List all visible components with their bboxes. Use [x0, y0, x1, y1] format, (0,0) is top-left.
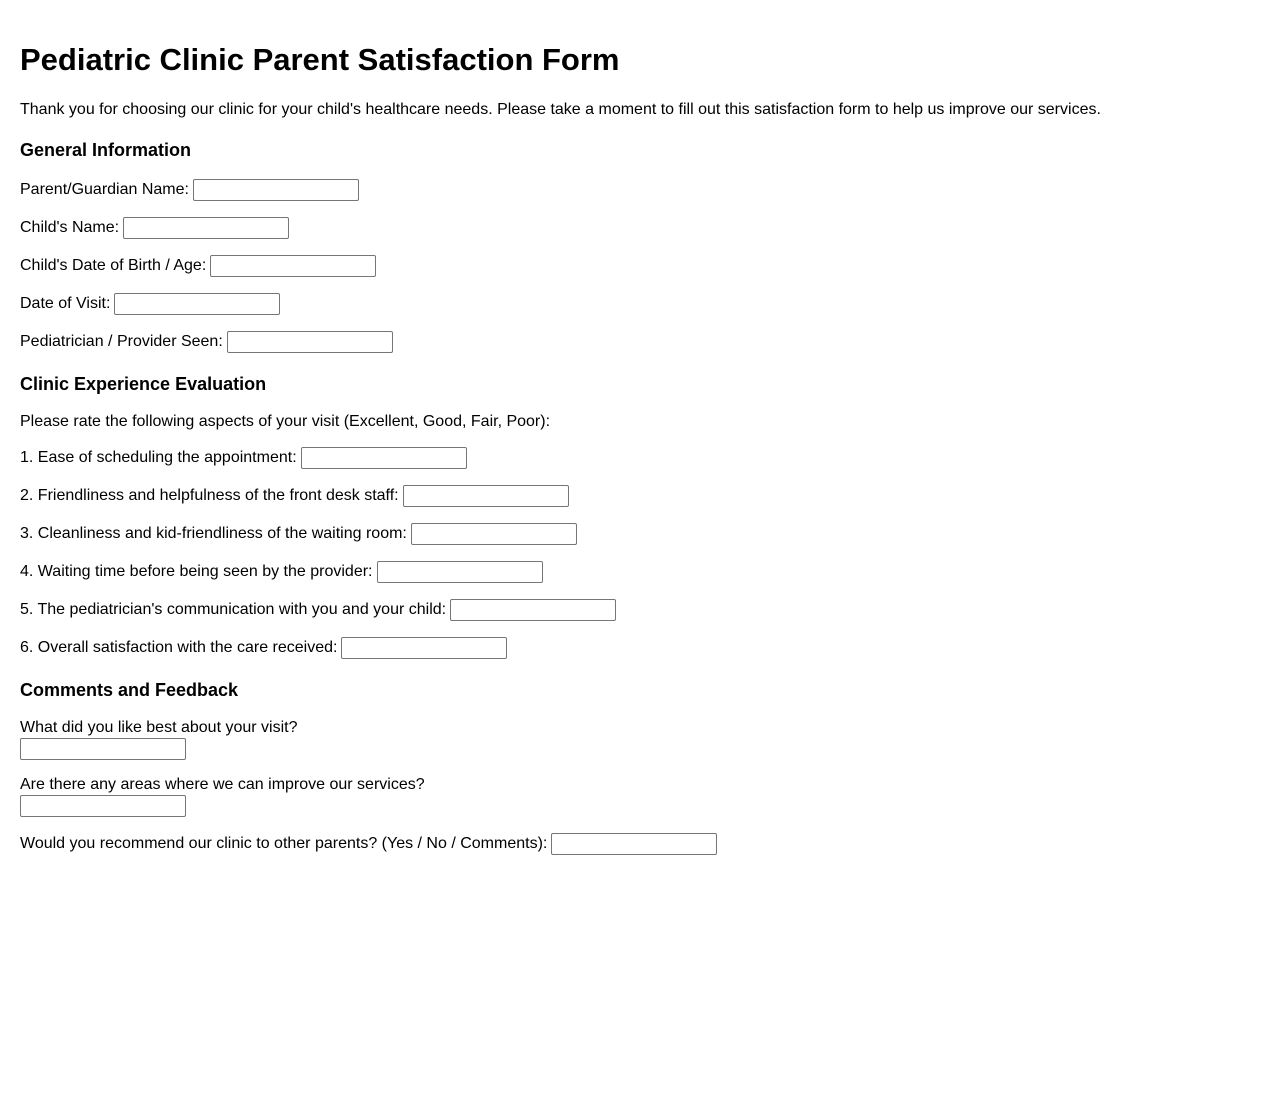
- parent-name-label: Parent/Guardian Name:: [20, 181, 189, 198]
- improve-block: [20, 776, 1242, 817]
- rating-label-overall: 6. Overall satisfaction with the care received:: [20, 639, 338, 656]
- visit-date-label: Date of Visit:: [20, 295, 111, 312]
- rating-row-communication: [20, 599, 1242, 621]
- rating-input-front-desk[interactable]: [403, 485, 569, 507]
- rating-label-waiting-time: 4. Waiting time before being seen by the provider:: [20, 563, 373, 580]
- provider-row: [20, 331, 1242, 353]
- general-information-heading: General Information: [20, 140, 192, 160]
- recommend-label: Would you recommend our clinic to other parents? (Yes / No / Comments):: [20, 835, 548, 852]
- child-name-input[interactable]: [123, 217, 289, 239]
- parent-name-row: [20, 179, 1242, 201]
- rating-row-waiting-room: [20, 523, 1242, 545]
- improve-label: Are there any areas where we can improve our services?: [20, 776, 425, 793]
- intro-text: Thank you for choosing our clinic for your child's healthcare needs. Please take a moment to fill out this satisfaction form to help us improve our services.: [20, 101, 1101, 118]
- parent-name-input[interactable]: [193, 179, 359, 201]
- improve-input[interactable]: [20, 795, 186, 817]
- provider-label: Pediatrician / Provider Seen:: [20, 333, 223, 350]
- rating-row-overall: [20, 637, 1242, 659]
- rating-label-waiting-room: 3. Cleanliness and kid-friendliness of the waiting room:: [20, 525, 407, 542]
- child-name-row: [20, 217, 1242, 239]
- rating-label-communication: 5. The pediatrician's communication with you and your child:: [20, 601, 447, 618]
- provider-input[interactable]: [227, 331, 393, 353]
- rating-input-waiting-room[interactable]: [411, 523, 577, 545]
- comments-feedback-heading: Comments and Feedback: [20, 680, 239, 700]
- rating-instructions: Please rate the following aspects of your visit (Excellent, Good, Fair, Poor):: [20, 413, 551, 430]
- child-dob-input[interactable]: [210, 255, 376, 277]
- rating-input-communication[interactable]: [450, 599, 616, 621]
- rating-row-front-desk: [20, 485, 1242, 507]
- rating-row-scheduling: [20, 447, 1242, 469]
- rating-input-scheduling[interactable]: [301, 447, 467, 469]
- child-dob-row: [20, 255, 1242, 277]
- liked-best-block: [20, 719, 1242, 760]
- child-name-label: Child's Name:: [20, 219, 120, 236]
- recommend-row: [20, 833, 1242, 855]
- liked-best-input[interactable]: [20, 738, 186, 760]
- child-dob-label: Child's Date of Birth / Age:: [20, 257, 207, 274]
- rating-input-overall[interactable]: [341, 637, 507, 659]
- rating-input-waiting-time[interactable]: [377, 561, 543, 583]
- clinic-experience-heading: Clinic Experience Evaluation: [20, 374, 267, 394]
- visit-date-row: [20, 293, 1242, 315]
- visit-date-input[interactable]: [114, 293, 280, 315]
- page-title: Pediatric Clinic Parent Satisfaction Form: [20, 42, 620, 77]
- rating-row-waiting-time: [20, 561, 1242, 583]
- rating-label-scheduling: 1. Ease of scheduling the appointment:: [20, 449, 297, 466]
- liked-best-label: What did you like best about your visit?: [20, 719, 298, 736]
- recommend-input[interactable]: [551, 833, 717, 855]
- rating-label-front-desk: 2. Friendliness and helpfulness of the front desk staff:: [20, 487, 399, 504]
